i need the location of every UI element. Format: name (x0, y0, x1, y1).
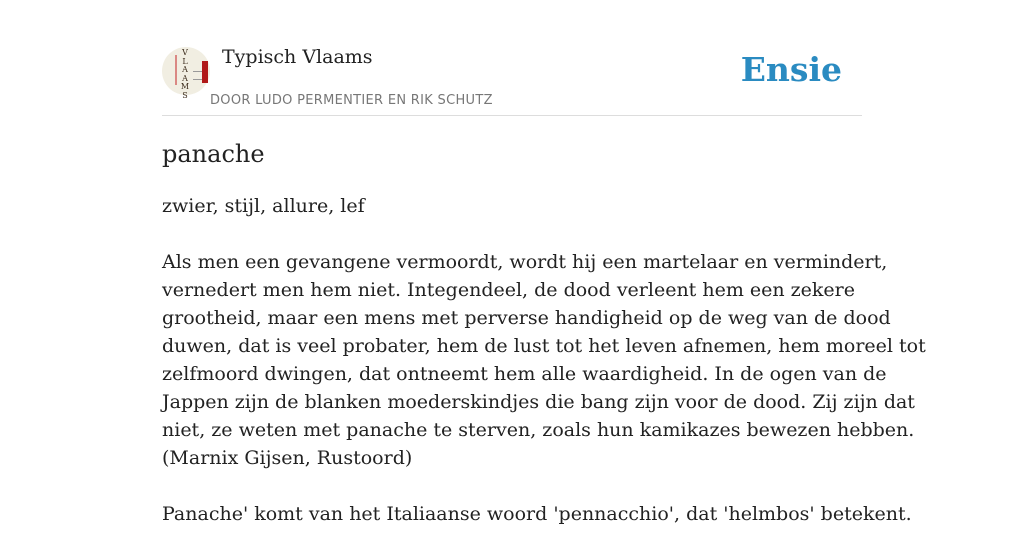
book-header (162, 40, 862, 116)
quote-line: vernedert men hem niet. Integendeel, de dood verleent hem een zekere (162, 279, 855, 301)
quote-line: duwen, dat is veel probater, hem de lust tot het leven afnemen, hem moreel tot (162, 335, 926, 357)
quote-line: niet, ze weten met panache te sterven, zoals hun kamikazes bewezen hebben. (162, 419, 915, 441)
quote-source: (Marnix Gijsen, Rustoord) (162, 447, 413, 469)
cover-decoration (175, 55, 177, 85)
quote-line: Als men een gevangene vermoordt, wordt hij een martelaar en vermindert, (162, 251, 888, 273)
entry-definition: zwier, stijl, allure, lef (162, 195, 365, 217)
ensie-logo-link[interactable]: Ensie (740, 50, 842, 89)
quote-line: Jappen zijn de blanken moederskindjes die bang zijn voor de dood. Zij zijn dat (162, 391, 915, 413)
book-authors: DOOR LUDO PERMENTIER EN RIK SCHUTZ (210, 93, 493, 108)
cover-lines (193, 71, 202, 80)
cover-lettering: V L A A M S (180, 48, 190, 100)
entry-quote (162, 248, 926, 472)
book-title-link[interactable]: Typisch Vlaams (222, 46, 373, 68)
entry-content (162, 192, 926, 556)
entry-title: panache (162, 140, 265, 168)
quote-line: grootheid, maar een mens met perverse handigheid op de weg van de dood (162, 307, 891, 329)
quote-line: zelfmoord dwingen, dat ontneemt hem alle waardigheid. In de ogen van de (162, 363, 887, 385)
cover-stripe (202, 61, 208, 83)
book-cover-image[interactable] (162, 47, 210, 100)
entry-etymology: Panache' komt van het Italiaanse woord 'pennacchio', dat 'helmbos' betekent. (162, 503, 912, 525)
